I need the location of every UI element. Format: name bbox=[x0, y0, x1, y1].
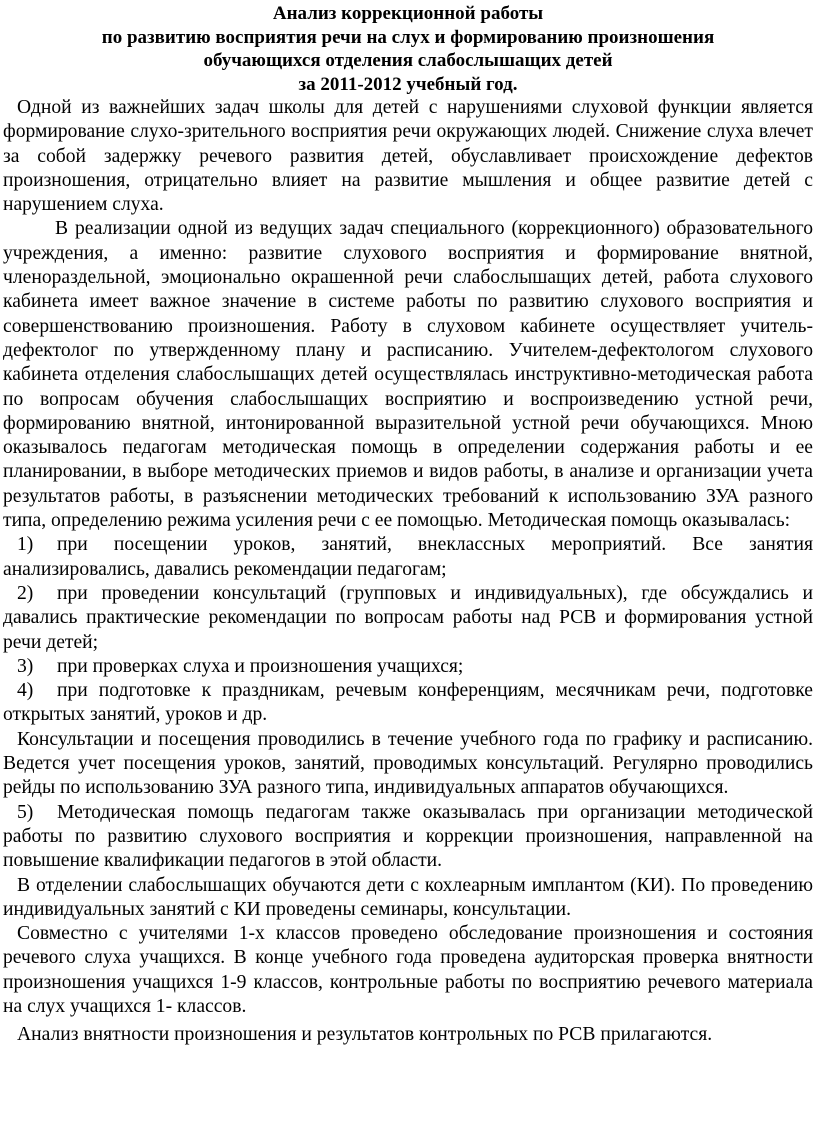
list-item-number: 5) bbox=[17, 801, 34, 823]
list-item-5 bbox=[3, 801, 813, 874]
paragraph-cabinet-work: В реализации одной из ведущих задач специального (коррекционного) образовательного учреждения, а именно: развитие слухового восприятия и формирование внятной, членораздельной, эмоционально окрашенной речи слабослышащих детей, работа слухового кабинета имеет важное значение в системе работы по развитию слухового восприятия и совершенствованию произношения. Работу в слуховом кабинете осуществляет учитель-дефектолог по утвержденному плану и расписанию. Учителем-дефектологом слухового кабинета отделения слабослышащих детей осуществлялась инструктивно-методическая работа по вопросам обучения слабослышащих восприятию и воспроизведению устной речи, формированию внятной, интонированной выразительной устной речи обучающихся. Мною оказывалось педагогам методическая помощь в определении содержания работы и ее планировании, в выборе методических приемов и видов работы, в анализе и организации учета результатов работы, в разъяснении методических требований к использованию ЗУА разного типа, определению режима усиления речи с ее помощью. Методическая помощь оказывалась: bbox=[3, 218, 813, 532]
paragraph-cochlear-implant: В отделении слабослышащих обучаются дети с кохлеарным имплантом (КИ). По проведению индивидуальных занятий с КИ проведены семинары, консультации. bbox=[3, 874, 813, 920]
list-item-text: при проверках слуха и произношения учащихся; bbox=[57, 655, 464, 677]
list-item-text: при подготовке к праздникам, речевым конференциям, месячникам речи, подготовке открытых занятий, уроков и др. bbox=[3, 680, 813, 726]
title-line-4: за 2011-2012 учебный год. bbox=[298, 73, 518, 95]
paragraph-conclusion: Анализ внятности произношения и результатов контрольных по РСВ прилагаются. bbox=[17, 1024, 713, 1046]
paragraph-intro: Одной из важнейших задач школы для детей с нарушениями слуховой функции является формирование слухо-зрительного восприятия речи окружающих людей. Снижение слуха влечет за собой задержку речевого развития детей, обуславливает происхождение дефектов произношения, отрицательно влияет на развитие мышления и общее развитие детей с нарушением слуха. bbox=[3, 97, 813, 216]
list-item-number: 3) bbox=[17, 655, 34, 677]
list-item-text: при посещении уроков, занятий, внеклассных мероприятий. Все занятия анализировались, давались рекомендации педагогам; bbox=[3, 534, 813, 580]
list-item-number: 1) bbox=[17, 534, 34, 556]
title-line-3: обучающихся отделения слабослышащих детей bbox=[203, 50, 613, 71]
title-line-2: по развитию восприятия речи на слух и формированию произношения bbox=[101, 26, 715, 48]
list-item-3 bbox=[3, 655, 813, 679]
list-item-number: 4) bbox=[17, 680, 34, 702]
list-item-text: Методическая помощь педагогам также оказывалась при организации методической работы по развитию слухового восприятия и коррекции произношения, направленной на повышение квалификации педагогов в этой области. bbox=[3, 801, 813, 872]
list-item-4 bbox=[3, 679, 813, 728]
paragraph-consultations: Консультации и посещения проводились в течение учебного года по графику и расписанию. Ведется учет посещения уроков, занятий, проводимых консультаций. Регулярно проводились рейды по использованию ЗУА разного типа, индивидуальных аппаратов обучающихся. bbox=[3, 728, 813, 799]
list-item-text: при проведении консультаций (групповых и индивидуальных), где обсуждались и давались практические рекомендации по вопросам работы над РСВ и формирования устной речи детей; bbox=[3, 582, 813, 653]
paragraph-examination: Совместно с учителями 1-х классов проведено обследование произношения и состояния речевого слуха учащихся. В конце учебного года проведена аудиторская проверка внятности произношения учащихся 1-9 классов, контрольные работы по восприятию речевого материала на слух учащихся 1- классов. bbox=[3, 923, 813, 1017]
list-item-1 bbox=[3, 533, 813, 582]
list-item-number: 2) bbox=[17, 582, 34, 604]
document-title bbox=[3, 2, 813, 96]
title-line-1: Анализ коррекционной работы bbox=[272, 3, 544, 24]
list-item-2 bbox=[3, 582, 813, 655]
